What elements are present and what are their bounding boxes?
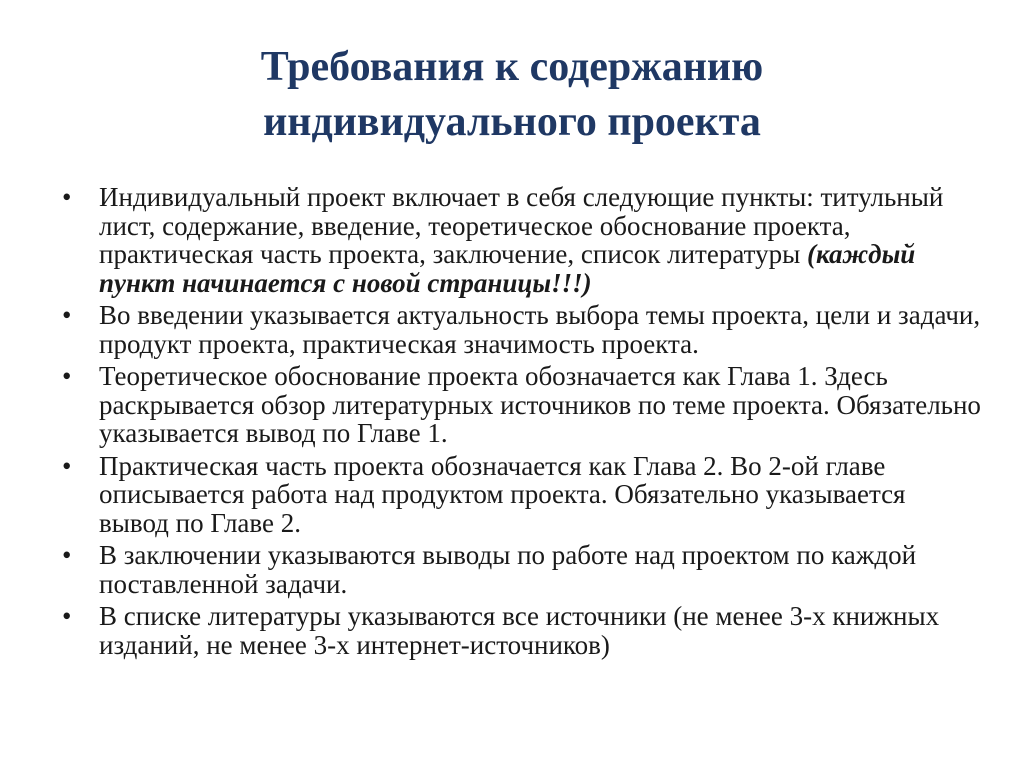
bullet-item-1 bbox=[62, 183, 982, 297]
bullet-icon: • bbox=[62, 601, 72, 631]
bullet-text: Индивидуальный проект включает в себя следующие пункты: титульный лист, содержание, введение, теоретическое обоснование проекта, практическая часть проекта, заключение, список литературы bbox=[99, 182, 944, 269]
bullet-icon: • bbox=[62, 450, 72, 481]
bullet-icon: • bbox=[62, 540, 72, 570]
bullet-item-4 bbox=[62, 452, 982, 538]
bullet-text: В списке литературы указываются все источники (не менее 3-х книжных изданий, не менее 3-х интернет-источников) bbox=[99, 601, 940, 660]
bullet-item-5 bbox=[62, 541, 982, 598]
bullet-text: Во введении указывается актуальность выбора темы проекта, цели и задачи, продукт проекта, практическая значимость проекта. bbox=[99, 300, 981, 359]
slide-title-line-2: индивидуального проекта bbox=[263, 99, 761, 145]
bullet-item-2 bbox=[62, 301, 982, 358]
slide-title bbox=[0, 40, 1024, 150]
slide-title-line-1: Требования к содержанию bbox=[260, 44, 764, 90]
bullet-emphasis: (каждый пункт начинается с новой страницы!!!) bbox=[99, 239, 916, 298]
bullet-list bbox=[62, 183, 982, 663]
bullet-text: Теоретическое обоснование проекта обозначается как Глава 1. Здесь раскрывается обзор литературных источников по теме проекта. Обязательно указывается вывод по Главе 1. bbox=[99, 361, 981, 448]
bullet-icon: • bbox=[62, 361, 72, 391]
bullet-icon: • bbox=[62, 300, 72, 330]
bullet-icon: • bbox=[62, 182, 72, 212]
bullet-item-6 bbox=[62, 602, 982, 659]
bullet-item-3 bbox=[62, 362, 982, 448]
bullet-text: В заключении указываются выводы по работе над проектом по каждой поставленной задачи. bbox=[99, 540, 917, 599]
bullet-text: Практическая часть проекта обозначается как Глава 2. Во 2-ой главе описывается работа над продуктом проекта. Обязательно указывается вывод по Главе 2. bbox=[99, 450, 906, 538]
